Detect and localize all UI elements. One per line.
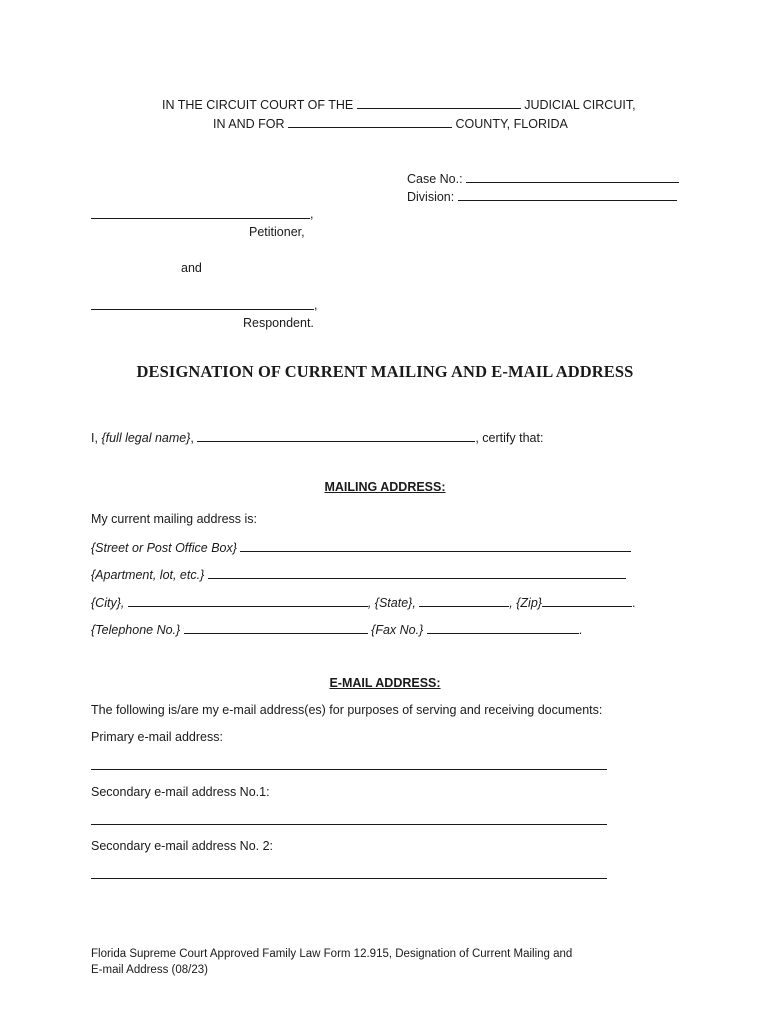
state-label: , {State}, xyxy=(367,596,416,610)
mailing-address-heading: MAILING ADDRESS: xyxy=(324,480,446,494)
judicial-circuit-blank[interactable] xyxy=(357,96,521,109)
street-row xyxy=(91,539,631,555)
secondary-email-1-label: Secondary e-mail address No.1: xyxy=(91,785,270,799)
petitioner-name-blank[interactable] xyxy=(91,218,310,219)
street-label: {Street or Post Office Box} xyxy=(91,541,237,555)
caption-circuit-prefix: IN THE CIRCUIT COURT OF THE xyxy=(162,98,354,112)
respondent-comma: , xyxy=(314,298,318,312)
telephone-blank[interactable] xyxy=(184,621,368,634)
email-intro: The following is/are my e-mail address(es) for purposes of serving and receiving documents: xyxy=(91,703,603,717)
apartment-blank[interactable] xyxy=(208,566,626,579)
respondent-name-blank[interactable] xyxy=(91,309,314,310)
petitioner-label: Petitioner, xyxy=(249,225,305,239)
city-blank[interactable] xyxy=(128,594,368,607)
mailing-intro: My current mailing address is: xyxy=(91,512,258,526)
primary-email-blank[interactable] xyxy=(91,769,607,770)
caption-county-prefix: IN AND FOR xyxy=(213,117,285,131)
and-label: and xyxy=(181,261,202,275)
zip-label: , {Zip} xyxy=(509,596,542,610)
respondent-label: Respondent. xyxy=(243,316,314,330)
full-legal-name-blank[interactable] xyxy=(197,429,475,442)
fax-label: {Fax No.} xyxy=(371,623,424,637)
caption-line-1 xyxy=(162,96,636,112)
city-state-zip-row xyxy=(91,594,635,610)
zip-blank[interactable] xyxy=(542,594,632,607)
secondary-email-1-blank[interactable] xyxy=(91,824,607,825)
case-number-blank[interactable] xyxy=(466,170,679,183)
division-row xyxy=(407,188,677,204)
fax-period: . xyxy=(578,623,583,637)
street-blank[interactable] xyxy=(240,539,631,552)
city-label: {City}, xyxy=(91,596,125,610)
case-number-label: Case No.: xyxy=(407,172,463,186)
caption-line-2 xyxy=(213,115,568,131)
footer-line-1: Florida Supreme Court Approved Family Law Form 12.915, Designation of Current Mailing and xyxy=(91,948,573,960)
telephone-label: {Telephone No.} xyxy=(91,623,181,637)
full-legal-name-hint: {full legal name} xyxy=(101,431,191,445)
apartment-row xyxy=(91,566,626,582)
secondary-email-2-blank[interactable] xyxy=(91,878,607,879)
caption-county-suffix: COUNTY, FLORIDA xyxy=(455,117,568,131)
form-footer xyxy=(91,946,572,978)
form-title: DESIGNATION OF CURRENT MAILING AND E-MAIL ADDRESS xyxy=(136,362,634,381)
certify-suffix: , certify that: xyxy=(475,431,544,445)
phone-fax-row xyxy=(91,621,582,637)
county-blank[interactable] xyxy=(288,115,452,128)
email-address-heading: E-MAIL ADDRESS: xyxy=(329,676,441,690)
zip-period: . xyxy=(631,596,636,610)
certify-comma: , xyxy=(190,431,194,445)
certify-prefix: I, xyxy=(91,431,98,445)
state-blank[interactable] xyxy=(419,594,509,607)
division-label: Division: xyxy=(407,190,455,204)
petitioner-comma: , xyxy=(310,207,314,221)
fax-blank[interactable] xyxy=(427,621,579,634)
certify-row xyxy=(91,429,543,445)
division-blank[interactable] xyxy=(458,188,677,201)
case-number-row xyxy=(407,170,679,186)
secondary-email-2-label: Secondary e-mail address No. 2: xyxy=(91,839,274,853)
primary-email-label: Primary e-mail address: xyxy=(91,730,223,744)
caption-circuit-suffix: JUDICIAL CIRCUIT, xyxy=(524,98,636,112)
apartment-label: {Apartment, lot, etc.} xyxy=(91,568,205,582)
footer-line-2: E-mail Address (08/23) xyxy=(91,964,208,976)
